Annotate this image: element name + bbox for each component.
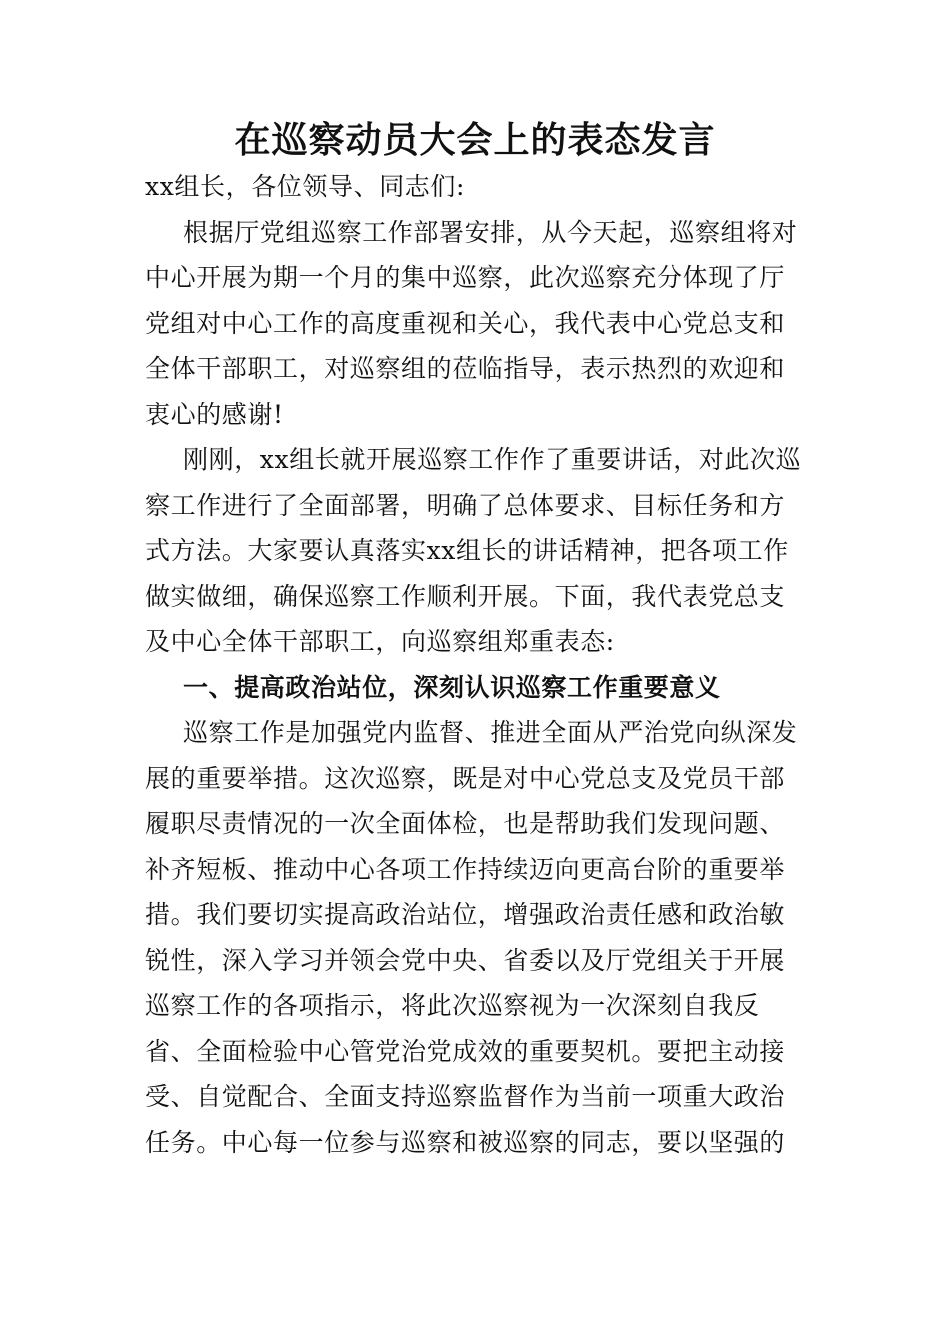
- paragraph-1-line: 衷心的感谢!: [145, 399, 284, 429]
- paragraph-2-line: 做实做细，确保巡察工作顺利开展。下面，我代表党总支: [145, 581, 786, 611]
- paragraph-3-line: 巡察工作是加强党内监督、推进全面从严治党向纵深发: [183, 718, 798, 747]
- paragraph-2-line: 式方法。大家要认真落实xx组长的讲话精神，把各项工作: [145, 536, 789, 565]
- paragraph-3-line: 受、自觉配合、全面支持巡察监督作为当前一项重大政治: [145, 1082, 786, 1111]
- paragraph-1-line: 中心开展为期一个月的集中巡察，此次巡察充分体现了厅: [145, 263, 786, 292]
- paragraph-3-line: 展的重要举措。这次巡察，既是对中心党总支及党员干部: [145, 763, 786, 793]
- paragraph-3-line: 锐性，深入学习并领会党中央、省委以及厅党组关于开展: [145, 945, 786, 975]
- paragraph-1-line: 根据厅党组巡察工作部署安排，从今天起，巡察组将对: [183, 217, 798, 247]
- document-title: 在巡察动员大会上的表态发言: [234, 119, 716, 161]
- paragraph-1-line: 党组对中心工作的高度重视和关心，我代表中心党总支和: [145, 308, 786, 338]
- paragraph-3-line: 省、全面检验中心管党治党成效的重要契机。要把主动接: [145, 1036, 786, 1066]
- paragraph-2-line: 察工作进行了全面部署，明确了总体要求、目标任务和方: [145, 490, 786, 520]
- salutation-line: xx组长，各位领导、同志们:: [145, 172, 466, 201]
- document-body: [145, 164, 805, 1165]
- paragraph-3-line: 履职尽责情况的一次全面体检，也是帮助我们发现问题、: [145, 809, 786, 838]
- paragraph-3-line: 补齐短板、推动中心各项工作持续迈向更高台阶的重要举: [145, 854, 786, 884]
- paragraph-2-line: 刚刚，xx组长就开展巡察工作作了重要讲话，对此次巡: [183, 445, 802, 474]
- paragraph-3-line: 措。我们要切实提高政治站位，增强政治责任感和政治敏: [145, 900, 786, 929]
- paragraph-3-line: 任务。中心每一位参与巡察和被巡察的同志，要以坚强的: [145, 1127, 786, 1157]
- paragraph-1-line: 全体干部职工，对巡察组的莅临指导，表示热烈的欢迎和: [145, 354, 786, 383]
- paragraph-2-line: 及中心全体干部职工，向巡察组郑重表态:: [145, 627, 615, 656]
- paragraph-3-line: 巡察工作的各项指示，将此次巡察视为一次深刻自我反: [145, 991, 760, 1020]
- section-heading: 一、提高政治站位，深刻认识巡察工作重要意义: [183, 672, 721, 702]
